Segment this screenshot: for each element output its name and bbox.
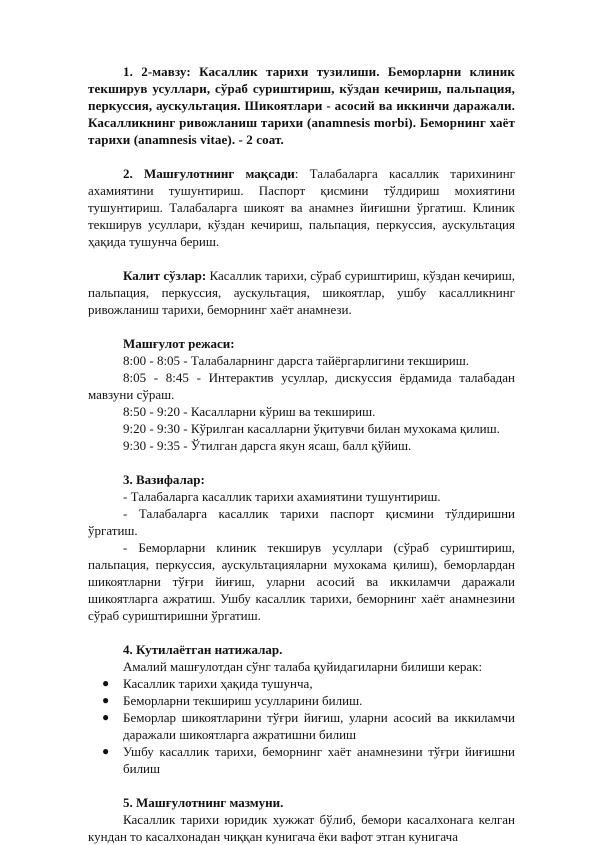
results-intro: Амалий машғулотдан сўнг талаба қуйидагиларни билиши керак:: [123, 659, 483, 674]
list-item: [88, 709, 515, 743]
spacer: [88, 454, 515, 471]
spacer: [88, 250, 515, 267]
spacer: [88, 318, 515, 335]
bullet-icon: ●: [102, 693, 110, 707]
goal-paragraph: [88, 165, 515, 250]
bullet-icon: ●: [102, 710, 110, 724]
schedule-item: 9:30 - 9:35 - Ўтилган дарсга якун ясаш, балл қўйиш.: [123, 438, 412, 453]
results-list: [88, 675, 515, 777]
schedule-heading: Машғулот режаси:: [123, 336, 235, 351]
keywords-text: Касаллик тарихи, сўраб суриштириш, кўздан кечириш, пальпация, перкуссия, аускультация, шикоятлар, ушбу касалликнинг ривожланиш тарихи, беморнинг хаёт анамнези.: [88, 268, 515, 317]
schedule-item: 8:00 - 8:05 - Талабаларнинг дарсга тайёргарлигини текшириш.: [123, 353, 469, 368]
topic-title: 1. 2-мавзу: Касаллик тарихи тузилиши. Беморларни клиник текширув усуллари, сўраб суриштириш, кўздан кечириш, пальпация, перкуссия, аускультация. Шикоятлари - асосий ва иккинчи даражали. Касалликнинг ривожланиш тарихи (anamnesis morbi). Беморнинг хаёт тарихи (anamnesis vitae). - 2 соат.: [88, 64, 515, 147]
schedule-item: 8:50 - 9:20 - Касалларни кўриш ва текшириш.: [123, 404, 376, 419]
bullet-icon: ●: [102, 676, 110, 690]
spacer: [88, 624, 515, 641]
goal-heading: 2. Машғулотнинг мақсади: [123, 166, 295, 181]
results-heading: 4. Кутилаётган натижалар.: [123, 642, 283, 657]
keywords-paragraph: [88, 267, 515, 318]
schedule-item: 8:05 - 8:45 - Интерактив усуллар, дискуссия ёрдамида талабадан мавзуни сўраш.: [88, 370, 515, 402]
list-item-text: Беморлар шикоятларини тўғри йиғиш, уларни асосий ва иккиламчи даражали шикоятларга ажратишни билиш: [123, 710, 515, 742]
schedule-item: 9:20 - 9:30 - Кўрилган касалларни ўқитувчи билан мухокама қилиш.: [123, 421, 500, 436]
keywords-heading: Калит сўзлар:: [123, 268, 207, 283]
task-item: - Талабаларга касаллик тарихи паспорт қисмини тўлдиришни ўргатиш.: [88, 506, 515, 538]
list-item: [88, 675, 515, 692]
content-paragraph: Касаллик тарихи юридик хужжат бўлиб, бемори касалхонага келган кундан то касалхонадан чиққан кунигача ёки вафот этган кунигача: [88, 812, 515, 844]
goal-text: : Талабаларга касаллик тарихининг ахамиятини тушунтириш. Паспорт қисмини тўлдириш мохиятини тушунтириш. Талабаларга шикоят ва анамнез йиғишни ўргатиш. Клиник текширув усуллари, кўздан кечириш, пальпация, перкуссия, аускультация ҳақида тушунча бериш.: [88, 166, 515, 249]
list-item-text: Ушбу касаллик тарихи, беморнинг хаёт анамнезини тўғри йиғишни билиш: [123, 744, 515, 776]
list-item: [88, 692, 515, 709]
list-item: [88, 743, 515, 777]
list-item-text: Беморларни текшириш усулларини билиш.: [123, 693, 363, 708]
task-item: - Талабаларга касаллик тарихи ахамиятини тушунтириш.: [123, 489, 441, 504]
list-item-text: Касаллик тарихи ҳақида тушунча,: [123, 676, 313, 691]
spacer: [88, 148, 515, 165]
content-heading: 5. Машғулотнинг мазмуни.: [123, 795, 284, 810]
tasks-heading: 3. Вазифалар:: [123, 472, 205, 487]
document-body: [88, 63, 515, 845]
bullet-icon: ●: [102, 744, 110, 758]
task-item: - Беморларни клиник текширув усуллари (сўраб суриштириш, пальпация, перкуссия, аускультацияларни мухокама қилиш), беморлардан шикоятларни тўғри йиғиш, уларни асосий ва иккиламчи даражали шикоятларга ажратиш. Ушбу касаллик тарихи, беморнинг хаёт анамнезини сўраб суриштиришни ўргатиш.: [88, 540, 515, 623]
spacer: [88, 777, 515, 794]
